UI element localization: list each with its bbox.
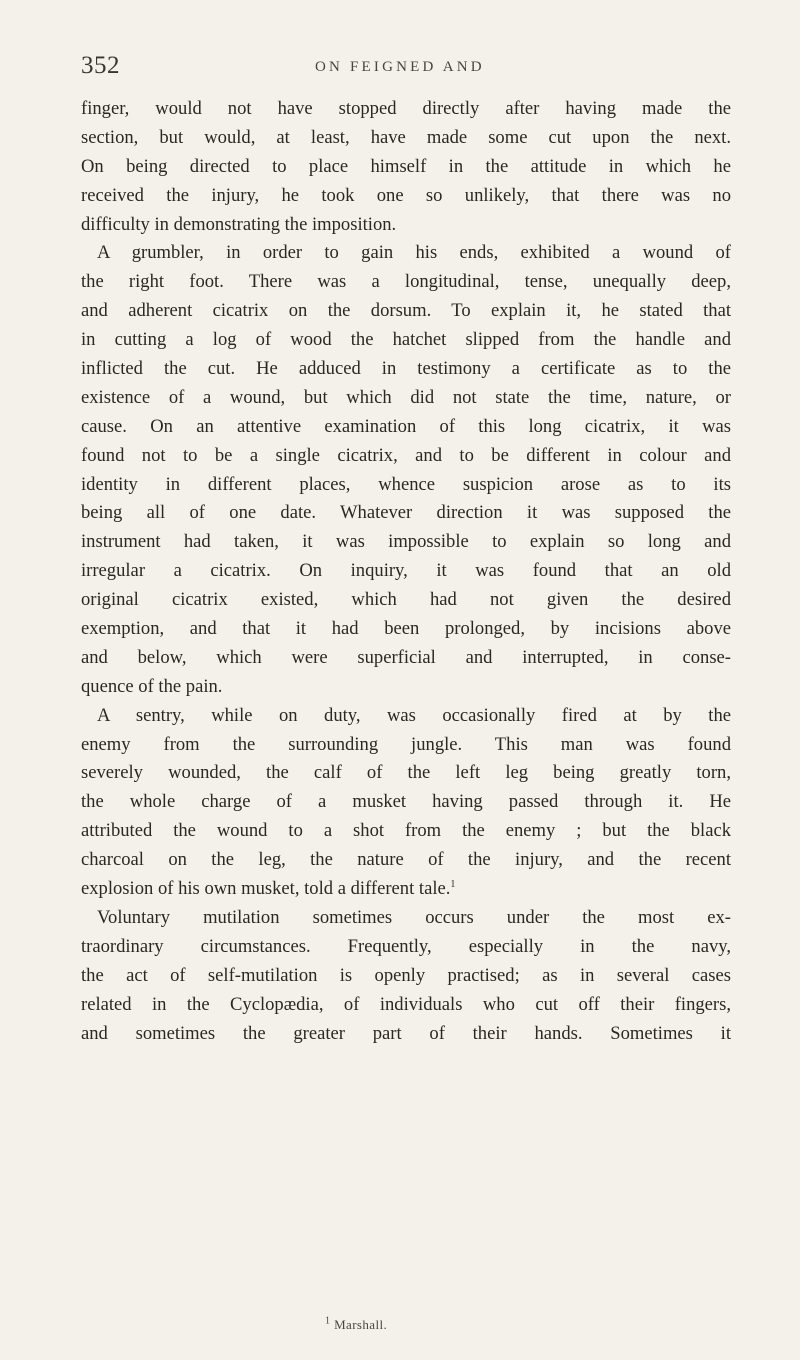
text-line: exemption, and that it had been prolonged, by incisions above <box>81 618 731 640</box>
text-line: inflicted the cut. He adduced in testimony a certificate as to the <box>81 358 731 380</box>
text-line: On being directed to place himself in the attitude in which he <box>81 155 731 177</box>
text-line: the right foot. There was a longitudinal, tense, unequally deep, <box>81 271 731 293</box>
text-line: received the injury, he took one so unlikely, that there was no <box>81 184 731 206</box>
page-number: 352 <box>81 52 120 79</box>
text-line: finger, would not have stopped directly after having made the <box>81 98 731 119</box>
text-line: enemy from the surrounding jungle. This man was found <box>81 733 731 755</box>
text-line: quence of the pain. <box>81 675 223 697</box>
footnote <box>325 1317 387 1333</box>
running-head <box>81 52 721 82</box>
text-line: A grumbler, in order to gain his ends, exhibited a wound of <box>97 242 731 264</box>
text-line: related in the Cyclopædia, of individuals who cut off their fingers, <box>81 993 731 1015</box>
footnote-reference: 1 <box>450 878 456 890</box>
text-line: irregular a cicatrix. On inquiry, it was found that an old <box>81 560 731 582</box>
text-line: and sometimes the greater part of their hands. Sometimes it <box>81 1022 731 1044</box>
text-line: difficulty in demonstrating the imposition. <box>81 213 397 235</box>
text-line: instrument had taken, it was impossible to explain so long and <box>81 531 731 553</box>
text-line: Voluntary mutilation sometimes occurs under the most ex- <box>97 906 731 928</box>
footnote-text: Marshall. <box>334 1317 388 1332</box>
running-title: ON FEIGNED AND <box>315 59 485 75</box>
text-line: A sentry, while on duty, was occasionally fired at by the <box>97 704 731 726</box>
text-line: traordinary circumstances. Frequently, especially in the navy, <box>81 935 731 957</box>
text-line: original cicatrix existed, which had not given the desired <box>81 589 731 611</box>
text-line: and adherent cicatrix on the dorsum. To explain it, he stated that <box>81 300 731 322</box>
text-line: in cutting a log of wood the hatchet slipped from the handle and <box>81 329 731 351</box>
text-line: being all of one date. Whatever direction it was supposed the <box>81 502 731 524</box>
text-line: charcoal on the leg, the nature of the injury, and the recent <box>81 849 731 871</box>
body-text <box>81 95 731 1048</box>
text-line: severely wounded, the calf of the left leg being greatly torn, <box>81 762 731 784</box>
text-line: section, but would, at least, have made some cut upon the next. <box>81 126 731 148</box>
text-line: attributed the wound to a shot from the enemy ; but the black <box>81 820 731 842</box>
text-line: found not to be a single cicatrix, and to be different in colour and <box>81 444 731 466</box>
footnote-marker: 1 <box>325 1315 331 1327</box>
text-line: cause. On an attentive examination of this long cicatrix, it was <box>81 415 731 437</box>
text-line-content: explosion of his own musket, told a different tale. <box>81 878 451 900</box>
text-line: existence of a wound, but which did not state the time, nature, or <box>81 386 731 408</box>
text-line-with-footnote-ref <box>81 875 731 904</box>
text-line: identity in different places, whence suspicion arose as to its <box>81 473 731 495</box>
text-line: and below, which were superficial and interrupted, in conse- <box>81 646 731 668</box>
text-line: the act of self-mutilation is openly practised; as in several cases <box>81 964 731 986</box>
text-line: the whole charge of a musket having passed through it. He <box>81 791 731 813</box>
